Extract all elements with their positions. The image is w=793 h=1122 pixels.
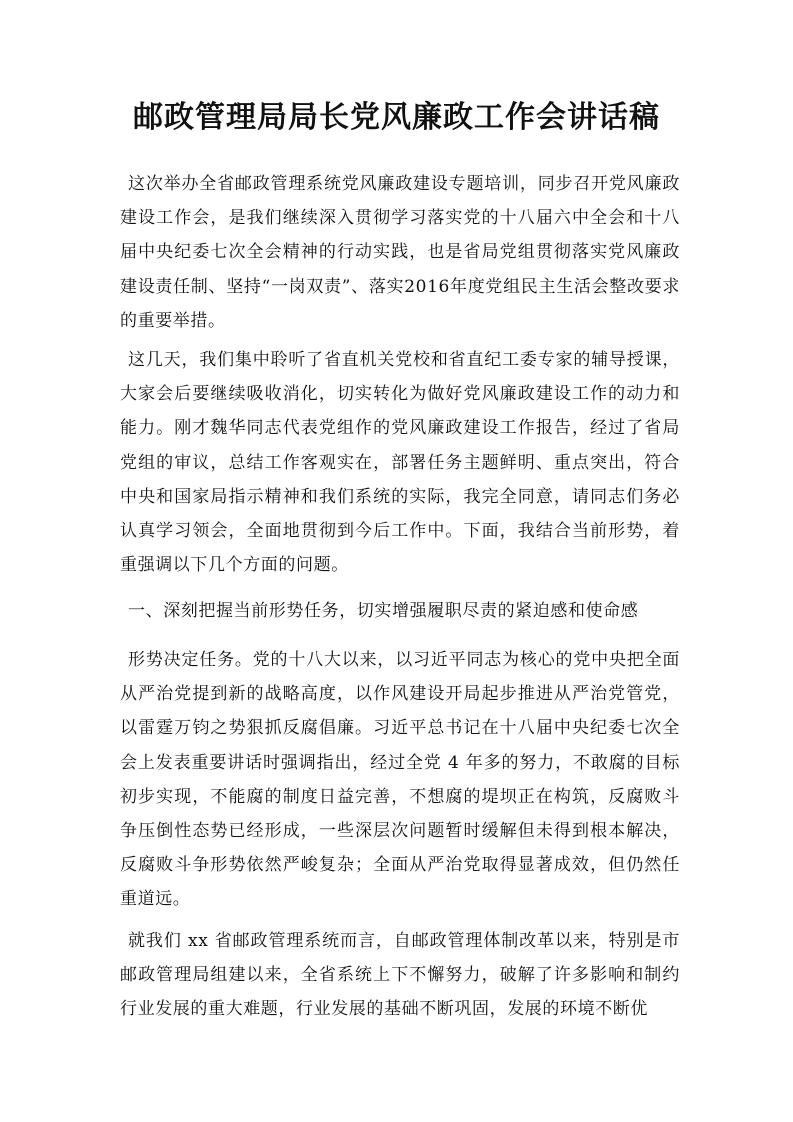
paragraph-training-summary: 这几天，我们集中聆听了省直机关党校和省直纪工委专家的辅导授课，大家会后要继续吸收消化，切实转化为做好党风廉政建设工作的动力和能力。刚才魏华同志代表党组作的党风廉政建设工作报告，经过了省局党组的审议，总结工作客观实在，部署任务主题鲜明、重点突出，符合中央和国家局指示精神和我们系统的实际，我完全同意，请同志们务必认真学习领会，全面地贯彻到今后工作中。下面，我结合当前形势，着重强调以下几个方面的问题。 [120,350,680,576]
paragraph-situation: 形势决定任务。党的十八大以来，以习近平同志为核心的党中央把全面从严治党提到新的战略高度，以作风建设开局起步推进从严治党管党，以雷霆万钧之势狠抓反腐倡廉。习近平总书记在十八届中央纪委七次全会上发表重要讲话时强调指出，经过全党 4 年多的努力，不敢腐的目标初步实现，不能腐的制度日益完善，不想腐的堤坝正在构筑，反腐败斗争压倒性态势已经形成，一些深层次问题暂时缓解但未得到根本解决，反腐败斗争形势依然严峻复杂；全面从严治党取得显著成效，但仍然任重道远。 [120,650,680,910]
paragraph-provincial-system: 就我们 xx 省邮政管理系统而言，自邮政管理体制改革以来，特别是市邮政管理局组建以来，全省系统上下不懈努力，破解了许多影响和制约行业发展的重大难题，行业发展的基础不断巩固，发展的环境不断优 [120,931,680,1020]
document-title: 邮政管理局局长党风廉政工作会讲话稿 [133,100,660,135]
paragraph-opening: 这次举办全省邮政管理系统党风廉政建设专题培训，同步召开党风廉政建设工作会，是我们继续深入贯彻学习落实党的十八届六中全会和十八届中央纪委七次全会精神的行动实践，也是省局党组贯彻落实党风廉政建设责任制、坚持“一岗双责”、落实2016年度党组民主生活会整改要求的重要举措。 [120,174,680,331]
section-heading-1: 一、深刻把握当前形势任务，切实增强履职尽责的紧迫感和使命感 [128,601,639,621]
